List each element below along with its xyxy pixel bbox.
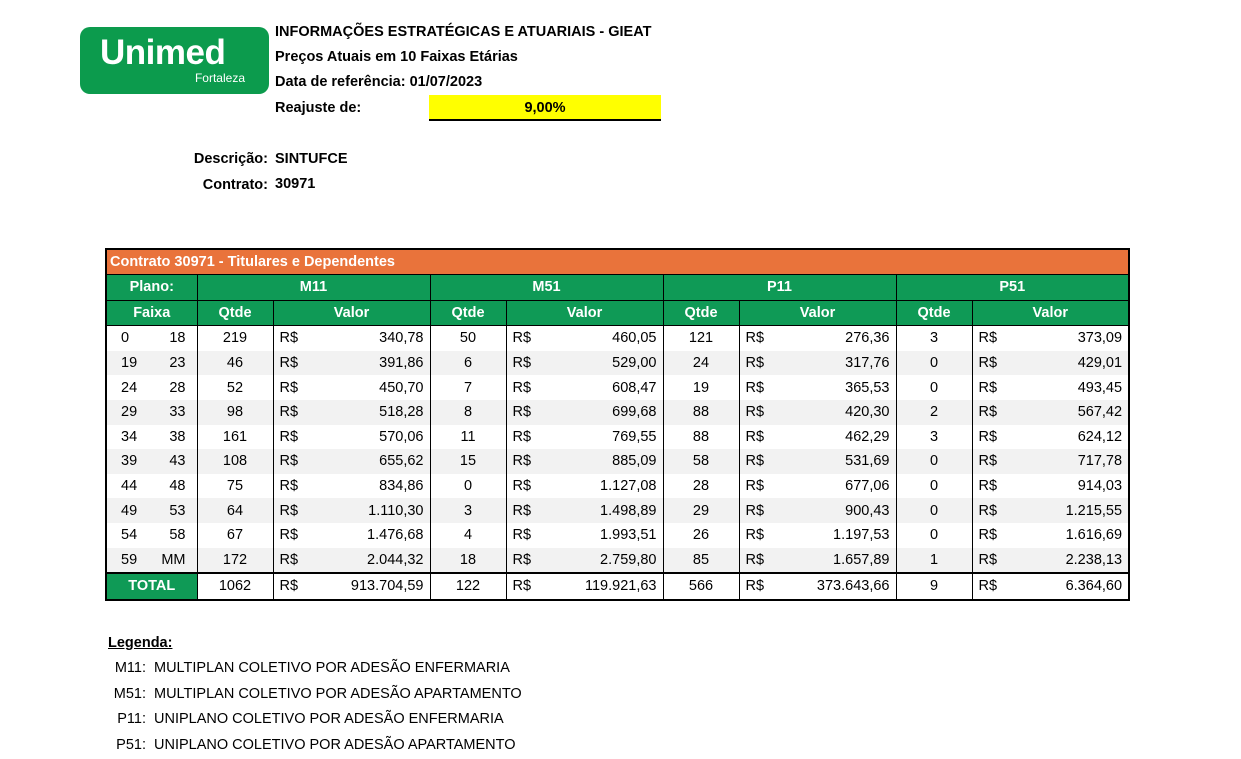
qtde-cell: 88 <box>663 425 739 450</box>
valor-cell: 317,76 <box>787 351 896 376</box>
unimed-logo <box>80 27 269 94</box>
faixa-to: 48 <box>169 478 186 495</box>
total-valor-cell: 373.643,66 <box>787 573 896 600</box>
table-row <box>106 375 1129 400</box>
qtde-cell: 18 <box>430 548 506 574</box>
valor-cell: 420,30 <box>787 400 896 425</box>
qtde-cell: 50 <box>430 326 506 351</box>
faixa-cell <box>106 498 197 523</box>
valor-cell: 2.238,13 <box>1020 548 1129 574</box>
table-row <box>106 523 1129 548</box>
currency-cell: R$ <box>972 351 1020 376</box>
currency-cell: R$ <box>273 326 321 351</box>
qtde-cell: 52 <box>197 375 273 400</box>
total-valor-cell: 913.704,59 <box>321 573 430 600</box>
currency-cell: R$ <box>506 326 554 351</box>
valor-cell: 450,70 <box>321 375 430 400</box>
descricao-label: Descrição: <box>193 151 268 167</box>
valor-cell: 1.476,68 <box>321 523 430 548</box>
faixa-cell <box>106 326 197 351</box>
legend-code: M51: <box>113 685 146 702</box>
qtde-cell: 108 <box>197 449 273 474</box>
valor-cell: 717,78 <box>1020 449 1129 474</box>
legend-description: UNIPLANO COLETIVO POR ADESÃO APARTAMENTO <box>154 736 516 753</box>
faixa-from: 39 <box>121 453 138 470</box>
valor-cell: 493,45 <box>1020 375 1129 400</box>
table-title: Contrato 30971 - Titulares e Dependentes <box>106 249 1129 275</box>
currency-cell: R$ <box>506 548 554 574</box>
currency-cell: R$ <box>506 573 554 600</box>
faixa-to: MM <box>161 551 186 568</box>
currency-cell: R$ <box>972 400 1020 425</box>
currency-cell: R$ <box>739 351 787 376</box>
valor-cell: 699,68 <box>554 400 663 425</box>
currency-cell: R$ <box>972 449 1020 474</box>
qtde-header: Qtde <box>430 300 506 326</box>
faixa-to: 18 <box>169 330 186 347</box>
valor-cell: 373,09 <box>1020 326 1129 351</box>
currency-cell: R$ <box>739 474 787 499</box>
currency-cell: R$ <box>739 548 787 574</box>
currency-cell: R$ <box>506 400 554 425</box>
faixa-to: 53 <box>169 502 186 519</box>
currency-cell: R$ <box>273 425 321 450</box>
faixa-to: 33 <box>169 404 186 421</box>
qtde-cell: 3 <box>430 498 506 523</box>
qtde-cell: 28 <box>663 474 739 499</box>
currency-cell: R$ <box>273 474 321 499</box>
qtde-cell: 46 <box>197 351 273 376</box>
valor-cell: 518,28 <box>321 400 430 425</box>
faixa-cell <box>106 425 197 450</box>
qtde-cell: 29 <box>663 498 739 523</box>
valor-cell: 655,62 <box>321 449 430 474</box>
plan-header-p51: P51 <box>896 275 1129 301</box>
valor-header: Valor <box>739 300 896 326</box>
currency-cell: R$ <box>972 326 1020 351</box>
qtde-header: Qtde <box>197 300 273 326</box>
valor-cell: 567,42 <box>1020 400 1129 425</box>
table-row <box>106 548 1129 574</box>
currency-cell: R$ <box>506 523 554 548</box>
qtde-cell: 11 <box>430 425 506 450</box>
qtde-cell: 3 <box>896 425 972 450</box>
qtde-cell: 3 <box>896 326 972 351</box>
faixa-to: 38 <box>169 428 186 445</box>
valor-cell: 462,29 <box>787 425 896 450</box>
valor-cell: 885,09 <box>554 449 663 474</box>
valor-cell: 677,06 <box>787 474 896 499</box>
descricao-value: SINTUFCE <box>275 151 348 167</box>
faixa-from: 24 <box>121 379 138 396</box>
currency-cell: R$ <box>972 548 1020 574</box>
faixa-from: 19 <box>121 355 138 372</box>
plan-header-p11: P11 <box>663 275 896 301</box>
contrato-value: 30971 <box>275 176 316 192</box>
valor-cell: 914,03 <box>1020 474 1129 499</box>
table-row <box>106 326 1129 351</box>
faixa-from: 0 <box>121 330 130 347</box>
currency-cell: R$ <box>273 351 321 376</box>
qtde-cell: 0 <box>896 449 972 474</box>
faixa-cell <box>106 351 197 376</box>
currency-cell: R$ <box>506 474 554 499</box>
valor-cell: 769,55 <box>554 425 663 450</box>
valor-cell: 570,06 <box>321 425 430 450</box>
valor-cell: 340,78 <box>321 326 430 351</box>
valor-cell: 834,86 <box>321 474 430 499</box>
reajuste-value: 9,00% <box>429 95 661 121</box>
currency-cell: R$ <box>506 498 554 523</box>
currency-cell: R$ <box>972 474 1020 499</box>
currency-cell: R$ <box>273 400 321 425</box>
plano-label: Plano: <box>106 275 197 301</box>
header-title: INFORMAÇÕES ESTRATÉGICAS E ATUARIAIS - GIEAT <box>275 24 652 40</box>
currency-cell: R$ <box>506 351 554 376</box>
currency-cell: R$ <box>739 523 787 548</box>
valor-header: Valor <box>506 300 663 326</box>
qtde-cell: 0 <box>896 498 972 523</box>
reajuste-label: Reajuste de: <box>275 100 362 116</box>
qtde-cell: 15 <box>430 449 506 474</box>
currency-cell: R$ <box>273 375 321 400</box>
legend-code: P11: <box>117 711 146 727</box>
faixa-cell <box>106 523 197 548</box>
total-qtde-cell: 122 <box>430 573 506 600</box>
plan-header-m11: M11 <box>197 275 430 301</box>
qtde-cell: 2 <box>896 400 972 425</box>
valor-cell: 900,43 <box>787 498 896 523</box>
legend-item <box>108 711 504 727</box>
valor-cell: 624,12 <box>1020 425 1129 450</box>
currency-cell: R$ <box>739 326 787 351</box>
total-qtde-cell: 1062 <box>197 573 273 600</box>
total-valor-cell: 6.364,60 <box>1020 573 1129 600</box>
table-row <box>106 351 1129 376</box>
qtde-cell: 0 <box>896 351 972 376</box>
currency-cell: R$ <box>739 573 787 600</box>
faixa-from: 54 <box>121 527 138 544</box>
currency-cell: R$ <box>739 400 787 425</box>
currency-cell: R$ <box>972 498 1020 523</box>
faixa-from: 49 <box>121 502 138 519</box>
logo-brand: Unimed <box>100 33 226 72</box>
valor-cell: 1.616,69 <box>1020 523 1129 548</box>
faixa-cell <box>106 375 197 400</box>
qtde-cell: 67 <box>197 523 273 548</box>
currency-cell: R$ <box>506 449 554 474</box>
table-row <box>106 449 1129 474</box>
qtde-cell: 75 <box>197 474 273 499</box>
faixa-cell <box>106 548 197 574</box>
valor-cell: 531,69 <box>787 449 896 474</box>
faixa-from: 29 <box>121 404 138 421</box>
valor-cell: 608,47 <box>554 375 663 400</box>
currency-cell: R$ <box>273 573 321 600</box>
valor-cell: 1.498,89 <box>554 498 663 523</box>
header-subtitle: Preços Atuais em 10 Faixas Etárias <box>275 49 518 65</box>
valor-cell: 391,86 <box>321 351 430 376</box>
contrato-label: Contrato: <box>202 177 268 193</box>
valor-cell: 460,05 <box>554 326 663 351</box>
legend-item <box>108 660 510 676</box>
legend-title: Legenda: <box>108 635 173 651</box>
qtde-cell: 6 <box>430 351 506 376</box>
legend-description: MULTIPLAN COLETIVO POR ADESÃO ENFERMARIA <box>154 660 510 676</box>
valor-cell: 2.759,80 <box>554 548 663 574</box>
currency-cell: R$ <box>739 425 787 450</box>
legend-description: UNIPLANO COLETIVO POR ADESÃO ENFERMARIA <box>154 711 504 727</box>
faixa-to: 43 <box>169 453 186 470</box>
faixa-to: 58 <box>169 527 186 544</box>
currency-cell: R$ <box>506 425 554 450</box>
valor-cell: 365,53 <box>787 375 896 400</box>
valor-cell: 1.657,89 <box>787 548 896 574</box>
qtde-cell: 219 <box>197 326 273 351</box>
valor-cell: 1.197,53 <box>787 523 896 548</box>
logo-city: Fortaleza <box>194 71 245 85</box>
currency-cell: R$ <box>972 523 1020 548</box>
faixa-from: 59 <box>121 551 138 568</box>
qtde-cell: 24 <box>663 351 739 376</box>
qtde-cell: 8 <box>430 400 506 425</box>
valor-cell: 1.127,08 <box>554 474 663 499</box>
price-table <box>105 248 1130 601</box>
total-qtde-cell: 566 <box>663 573 739 600</box>
faixa-from: 44 <box>121 478 138 495</box>
qtde-cell: 172 <box>197 548 273 574</box>
qtde-cell: 0 <box>896 375 972 400</box>
valor-header: Valor <box>972 300 1129 326</box>
qtde-cell: 98 <box>197 400 273 425</box>
qtde-cell: 0 <box>896 474 972 499</box>
legend-code: M11: <box>114 660 146 676</box>
faixa-cell <box>106 400 197 425</box>
table-row <box>106 498 1129 523</box>
faixa-to: 28 <box>169 379 186 396</box>
faixa-cell <box>106 449 197 474</box>
currency-cell: R$ <box>739 498 787 523</box>
legend-code: P51: <box>116 736 146 753</box>
qtde-cell: 64 <box>197 498 273 523</box>
legend-description: MULTIPLAN COLETIVO POR ADESÃO APARTAMENTO <box>154 685 522 702</box>
currency-cell: R$ <box>972 375 1020 400</box>
qtde-cell: 1 <box>896 548 972 574</box>
qtde-cell: 26 <box>663 523 739 548</box>
qtde-cell: 4 <box>430 523 506 548</box>
currency-cell: R$ <box>739 449 787 474</box>
legend-item <box>108 737 516 753</box>
currency-cell: R$ <box>273 498 321 523</box>
valor-cell: 276,36 <box>787 326 896 351</box>
qtde-header: Qtde <box>896 300 972 326</box>
faixa-cell <box>106 474 197 499</box>
valor-cell: 2.044,32 <box>321 548 430 574</box>
qtde-cell: 88 <box>663 400 739 425</box>
currency-cell: R$ <box>273 548 321 574</box>
currency-cell: R$ <box>273 449 321 474</box>
qtde-cell: 85 <box>663 548 739 574</box>
currency-cell: R$ <box>273 523 321 548</box>
qtde-cell: 121 <box>663 326 739 351</box>
qtde-cell: 0 <box>896 523 972 548</box>
table-row <box>106 425 1129 450</box>
plan-header-m51: M51 <box>430 275 663 301</box>
qtde-cell: 7 <box>430 375 506 400</box>
currency-cell: R$ <box>972 573 1020 600</box>
faixa-from: 34 <box>121 428 138 445</box>
total-label: TOTAL <box>106 573 197 600</box>
faixa-to: 23 <box>169 355 186 372</box>
valor-cell: 529,00 <box>554 351 663 376</box>
legend-item <box>108 686 522 702</box>
qtde-cell: 0 <box>430 474 506 499</box>
currency-cell: R$ <box>972 425 1020 450</box>
faixa-header: Faixa <box>106 300 197 326</box>
total-qtde-cell: 9 <box>896 573 972 600</box>
qtde-cell: 58 <box>663 449 739 474</box>
valor-cell: 1.993,51 <box>554 523 663 548</box>
valor-cell: 1.215,55 <box>1020 498 1129 523</box>
valor-header: Valor <box>273 300 430 326</box>
qtde-cell: 19 <box>663 375 739 400</box>
total-row <box>106 573 1129 600</box>
total-valor-cell: 119.921,63 <box>554 573 663 600</box>
currency-cell: R$ <box>739 375 787 400</box>
qtde-cell: 161 <box>197 425 273 450</box>
header-reference-date: Data de referência: 01/07/2023 <box>275 74 483 90</box>
table-row <box>106 400 1129 425</box>
qtde-header: Qtde <box>663 300 739 326</box>
currency-cell: R$ <box>506 375 554 400</box>
valor-cell: 1.110,30 <box>321 498 430 523</box>
valor-cell: 429,01 <box>1020 351 1129 376</box>
table-row <box>106 474 1129 499</box>
